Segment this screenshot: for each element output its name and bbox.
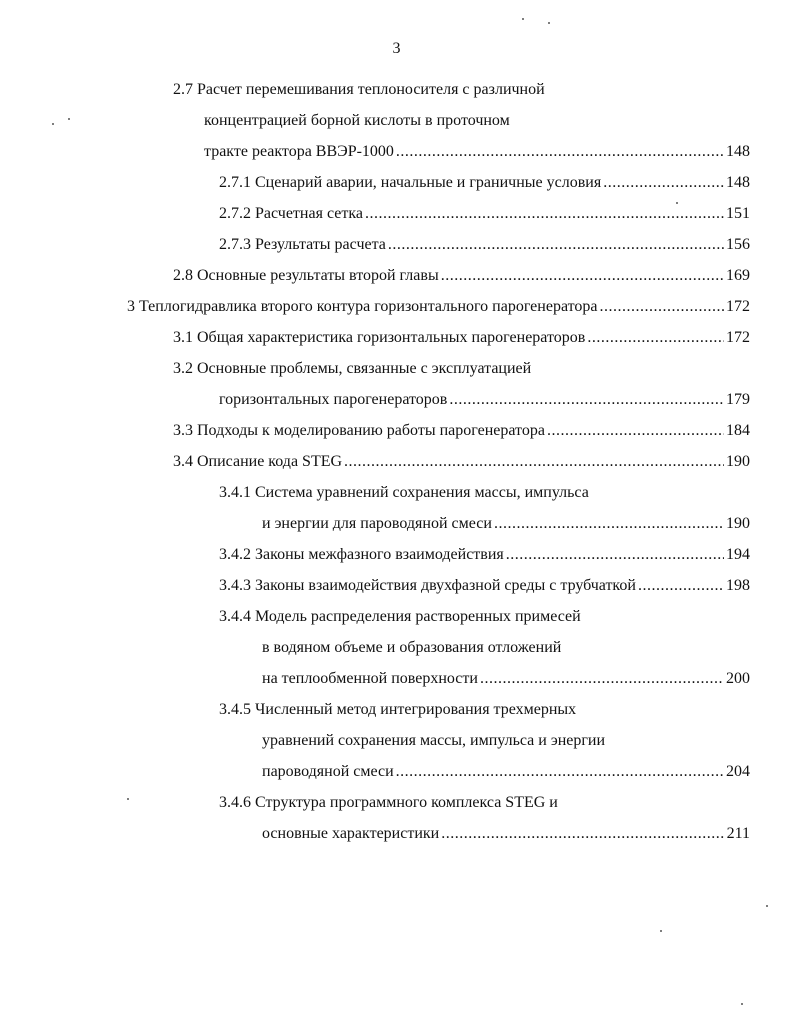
toc-2-7-entry	[204, 141, 750, 163]
toc-3-4-5-line-3: пароводяной смеси	[262, 763, 394, 780]
toc-3-4-2-title: 3.4.2 Законы межфазного взаимодействия	[219, 546, 504, 563]
toc-2-7-line-3: тракте реактора ВВЭР-1000	[204, 143, 394, 160]
toc-3-4-5-entry	[262, 761, 750, 783]
toc-3-1-title: 3.1 Общая характеристика горизонтальных парогенераторов	[173, 329, 586, 346]
toc-3-entry	[127, 296, 750, 318]
toc-2-8-page: 169	[726, 267, 750, 284]
toc-3-4-4-line-2: в водяном объеме и образования отложений	[262, 639, 562, 656]
toc-3-4-entry	[173, 451, 750, 473]
toc-2-7-3-entry	[219, 234, 750, 256]
toc-2-7-3-title: 2.7.3 Результаты расчета	[219, 236, 386, 253]
toc-3-4-6-entry	[262, 823, 750, 845]
toc-2-7-2-title: 2.7.2 Расчетная сетка	[219, 205, 363, 222]
toc-2-8-entry	[173, 265, 750, 287]
toc-3-3-page: 184	[726, 422, 750, 439]
toc-3-4-1-entry	[262, 513, 750, 535]
toc-3-4-page: 190	[726, 453, 750, 470]
toc-3-4-3-page: 198	[726, 577, 750, 594]
scan-speck	[676, 202, 678, 204]
toc-3-title: 3 Теплогидравлика второго контура горизонтального парогенератора	[127, 298, 598, 315]
toc-2-7-2-entry	[219, 203, 750, 225]
toc-3-4-title: 3.4 Описание кода STEG	[173, 453, 343, 470]
toc-3-2-line-2: горизонтальных парогенераторов	[219, 391, 448, 408]
toc-3-4-6-line-1: 3.4.6 Структура программного комплекса STEG и	[219, 794, 558, 811]
page-number: 3	[392, 40, 401, 57]
toc-3-3-entry	[173, 420, 750, 442]
toc-3-2-entry	[219, 389, 750, 411]
toc-2-7-3-page: 156	[726, 236, 750, 253]
toc-3-page: 172	[726, 298, 750, 315]
toc-3-4-4-line-3: на теплообменной поверхности	[262, 670, 478, 687]
toc-3-1-page: 172	[726, 329, 750, 346]
scan-speck	[127, 798, 129, 800]
dot-leader	[480, 668, 724, 690]
toc-3-4-6-line-2: основные характеристики	[262, 825, 440, 842]
scan-speck	[68, 118, 70, 120]
scan-speck	[741, 1003, 743, 1005]
dot-leader	[441, 823, 724, 845]
scan-speck	[548, 22, 550, 24]
toc-3-4-2-page: 194	[726, 546, 750, 563]
toc-3-4-1-page: 190	[726, 515, 750, 532]
toc-2-7-1-page: 148	[726, 174, 750, 191]
dot-leader	[603, 172, 724, 194]
dot-leader	[396, 141, 724, 163]
toc-3-4-5-page: 204	[726, 763, 750, 780]
toc-3-2-line-1: 3.2 Основные проблемы, связанные с эксплуатацией	[173, 360, 532, 377]
scan-speck	[660, 930, 662, 932]
toc-2-8-title: 2.8 Основные результаты второй главы	[173, 267, 439, 284]
scan-speck	[52, 123, 54, 125]
toc-3-4-5-line-1: 3.4.5 Численный метод интегрирования трехмерных	[219, 701, 577, 718]
dot-leader	[506, 544, 724, 566]
dot-leader	[587, 327, 724, 349]
toc-3-4-1-line-1: 3.4.1 Система уравнений сохранения массы, импульса	[219, 484, 589, 501]
toc-3-1-entry	[173, 327, 750, 349]
toc-3-4-3-entry	[219, 575, 750, 597]
toc-2-7-line-2: концентрацией борной кислоты в проточном	[204, 112, 510, 129]
dot-leader	[441, 265, 724, 287]
toc-3-4-1-line-2: и энергии для пароводяной смеси	[262, 515, 492, 532]
toc-2-7-page: 148	[726, 143, 750, 160]
toc-3-2-page: 179	[726, 391, 750, 408]
toc-2-7-1-title: 2.7.1 Сценарий аварии, начальные и граничные условия	[219, 174, 602, 191]
toc-3-4-5-line-2: уравнений сохранения массы, импульса и энергии	[262, 732, 606, 749]
dot-leader	[344, 451, 724, 473]
toc-3-4-4-line-1: 3.4.4 Модель распределения растворенных примесей	[219, 608, 581, 625]
scan-speck	[522, 18, 524, 20]
toc-3-4-6-page: 211	[726, 825, 750, 842]
toc-3-4-4-page: 200	[726, 670, 750, 687]
toc-3-3-title: 3.3 Подходы к моделированию работы парогенератора	[173, 422, 545, 439]
dot-leader	[638, 575, 724, 597]
dot-leader	[494, 513, 724, 535]
dot-leader	[396, 761, 724, 783]
toc-2-7-1-entry	[219, 172, 750, 194]
dot-leader	[547, 420, 724, 442]
toc-2-7-2-page: 151	[726, 205, 750, 222]
dot-leader	[388, 234, 724, 256]
toc-3-4-2-entry	[219, 544, 750, 566]
dot-leader	[600, 296, 724, 318]
scan-speck	[766, 905, 768, 907]
toc-3-4-4-entry	[262, 668, 750, 690]
toc-2-7-line-1: 2.7 Расчет перемешивания теплоносителя с различной	[173, 81, 545, 98]
dot-leader	[365, 203, 724, 225]
dot-leader	[449, 389, 724, 411]
toc-3-4-3-title: 3.4.3 Законы взаимодействия двухфазной среды с трубчаткой	[219, 577, 636, 594]
